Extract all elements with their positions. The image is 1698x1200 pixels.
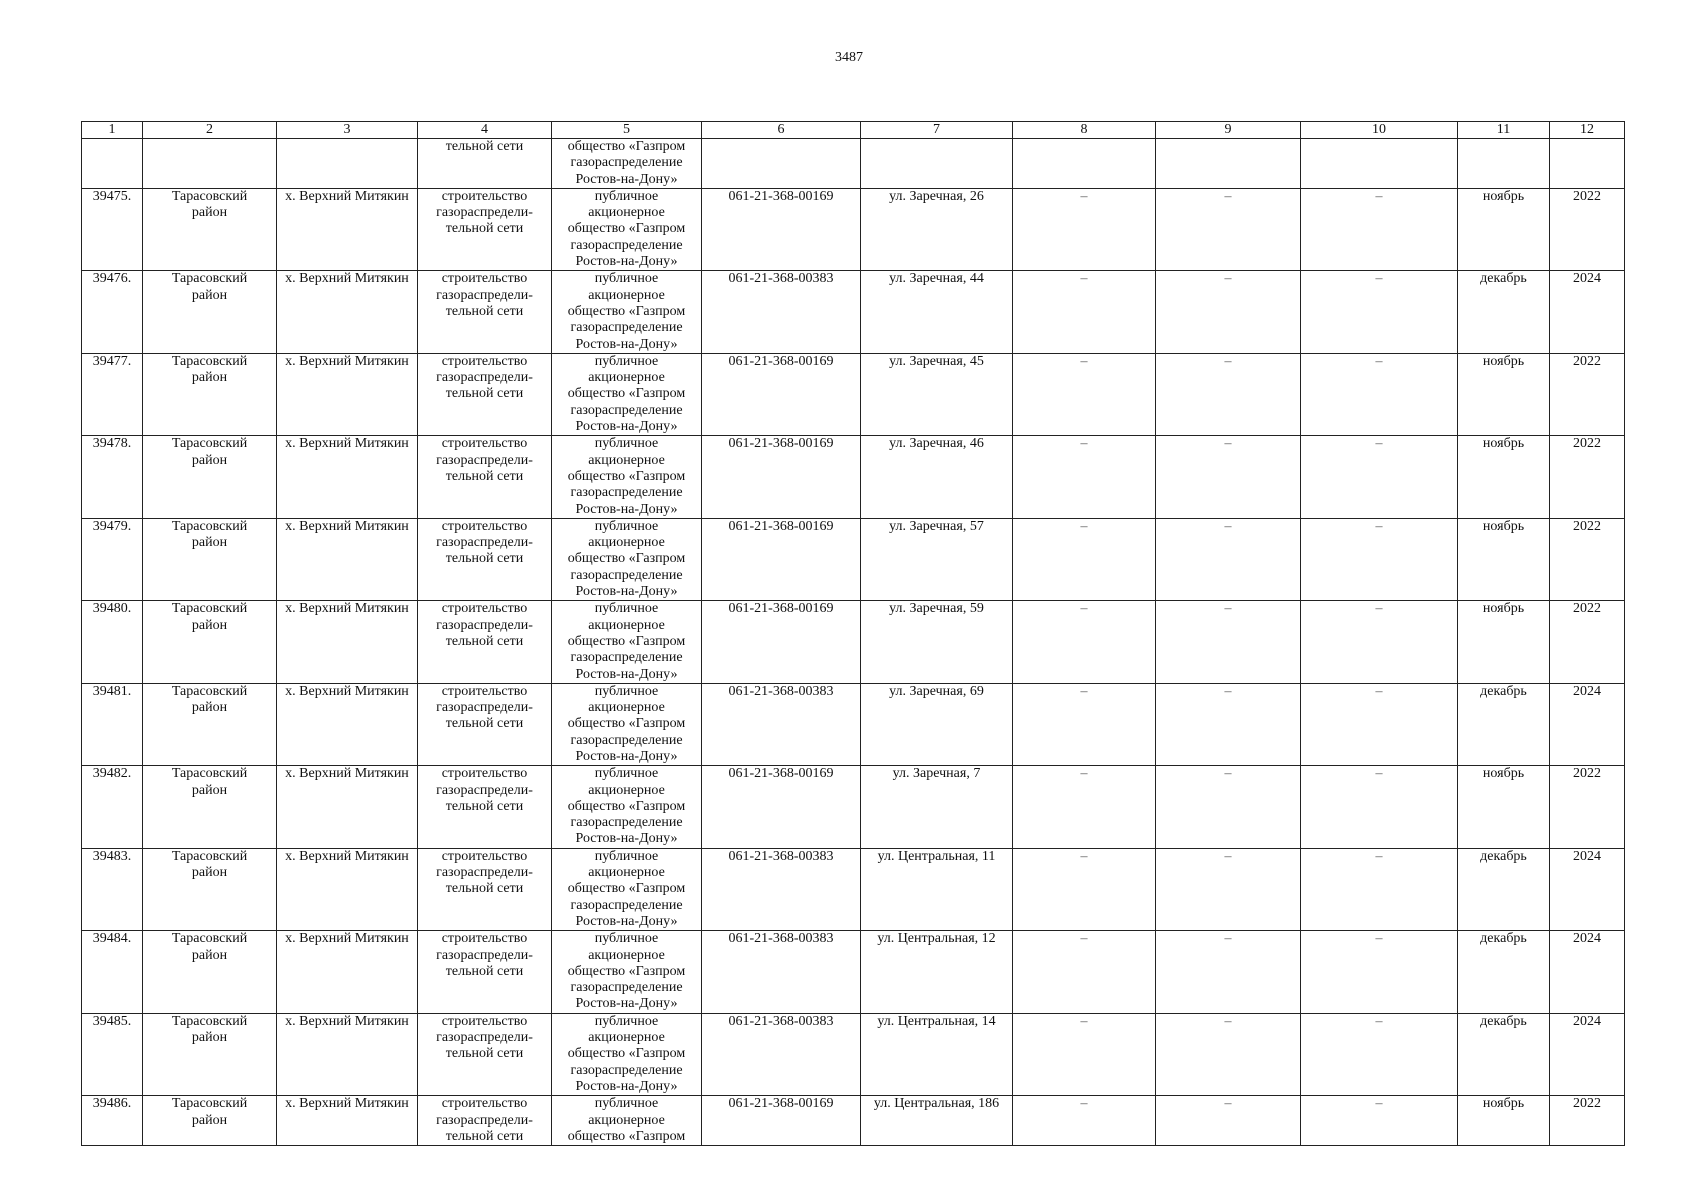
- row-number: 39486.: [82, 1096, 143, 1146]
- organization-cell: публичное акционерное общество «Газпром: [552, 1096, 702, 1146]
- address-cell: ул. Заречная, 44: [861, 271, 1013, 353]
- dash-cell: –: [1301, 188, 1458, 270]
- organization-cell: публичное акционерное общество «Газпром газораспределение Ростов-на-Дону»: [552, 518, 702, 600]
- settlement-cell: х. Верхний Митякин: [277, 518, 418, 600]
- address-cell: ул. Заречная, 59: [861, 601, 1013, 683]
- project-code-cell: 061-21-368-00383: [702, 931, 861, 1013]
- settlement-cell: х. Верхний Митякин: [277, 1096, 418, 1146]
- project-code-cell: 061-21-368-00383: [702, 271, 861, 353]
- month-cell: декабрь: [1458, 848, 1550, 930]
- month-cell: ноябрь: [1458, 436, 1550, 518]
- dash-cell: –: [1013, 353, 1156, 435]
- district-cell: Тарасовский район: [143, 188, 277, 270]
- dash-cell: –: [1301, 601, 1458, 683]
- year-cell: 2022: [1550, 188, 1625, 270]
- work-type-cell: строительство газораспредели- тельной сети: [418, 518, 552, 600]
- table-row: [82, 436, 1625, 518]
- organization-cell: публичное акционерное общество «Газпром газораспределение Ростов-на-Дону»: [552, 931, 702, 1013]
- row-number: 39482.: [82, 766, 143, 848]
- register-table: [81, 121, 1625, 1146]
- dash-cell: –: [1156, 188, 1301, 270]
- project-code-cell: 061-21-368-00169: [702, 601, 861, 683]
- column-number: 10: [1301, 122, 1458, 139]
- column-number: 3: [277, 122, 418, 139]
- year-cell: 2024: [1550, 271, 1625, 353]
- work-type-cell: строительство газораспредели- тельной сети: [418, 271, 552, 353]
- address-cell: ул. Центральная, 11: [861, 848, 1013, 930]
- dash-cell: –: [1156, 931, 1301, 1013]
- dash-cell: –: [1156, 271, 1301, 353]
- column-number: 11: [1458, 122, 1550, 139]
- district-cell: Тарасовский район: [143, 683, 277, 765]
- dash-cell: –: [1301, 766, 1458, 848]
- table-row: [82, 848, 1625, 930]
- dash-cell: –: [1013, 931, 1156, 1013]
- dash-cell: –: [1301, 683, 1458, 765]
- address-cell: ул. Заречная, 45: [861, 353, 1013, 435]
- table-row: [82, 1096, 1625, 1146]
- dash-cell: –: [1301, 848, 1458, 930]
- project-code-cell: 061-21-368-00169: [702, 436, 861, 518]
- month-cell: ноябрь: [1458, 518, 1550, 600]
- address-cell: ул. Центральная, 186: [861, 1096, 1013, 1146]
- month-cell: ноябрь: [1458, 1096, 1550, 1146]
- column-number: 1: [82, 122, 143, 139]
- table-row: [82, 601, 1625, 683]
- work-type-cell: строительство газораспредели- тельной сети: [418, 766, 552, 848]
- project-code-cell: 061-21-368-00169: [702, 1096, 861, 1146]
- dash-cell: –: [1013, 436, 1156, 518]
- district-cell: Тарасовский район: [143, 436, 277, 518]
- organization-cell: общество «Газпром газораспределение Ростов-на-Дону»: [552, 139, 702, 189]
- address-cell: ул. Заречная, 69: [861, 683, 1013, 765]
- column-number: 7: [861, 122, 1013, 139]
- settlement-cell: х. Верхний Митякин: [277, 931, 418, 1013]
- project-code-cell: 061-21-368-00383: [702, 1013, 861, 1095]
- month-cell: декабрь: [1458, 683, 1550, 765]
- dash-cell: –: [1156, 683, 1301, 765]
- work-type-cell: тельной сети: [418, 139, 552, 189]
- organization-cell: публичное акционерное общество «Газпром газораспределение Ростов-на-Дону»: [552, 353, 702, 435]
- column-number-row: [82, 122, 1625, 139]
- dash-cell: –: [1301, 518, 1458, 600]
- work-type-cell: строительство газораспредели- тельной сети: [418, 848, 552, 930]
- work-type-cell: строительство газораспредели- тельной сети: [418, 683, 552, 765]
- settlement-cell: х. Верхний Митякин: [277, 353, 418, 435]
- column-number: 9: [1156, 122, 1301, 139]
- column-number: 2: [143, 122, 277, 139]
- month-cell: ноябрь: [1458, 353, 1550, 435]
- address-cell: ул. Центральная, 12: [861, 931, 1013, 1013]
- settlement-cell: х. Верхний Митякин: [277, 683, 418, 765]
- dash-cell: –: [1156, 518, 1301, 600]
- column-number: 8: [1013, 122, 1156, 139]
- table-row: [82, 353, 1625, 435]
- dash-cell: –: [1013, 1013, 1156, 1095]
- organization-cell: публичное акционерное общество «Газпром газораспределение Ростов-на-Дону»: [552, 683, 702, 765]
- district-cell: Тарасовский район: [143, 1096, 277, 1146]
- dash-cell: –: [1156, 601, 1301, 683]
- address-cell: ул. Заречная, 46: [861, 436, 1013, 518]
- dash-cell: –: [1301, 353, 1458, 435]
- year-cell: 2022: [1550, 766, 1625, 848]
- year-cell: 2024: [1550, 848, 1625, 930]
- dash-cell: –: [1013, 518, 1156, 600]
- organization-cell: публичное акционерное общество «Газпром газораспределение Ростов-на-Дону»: [552, 188, 702, 270]
- dash-cell: –: [1013, 271, 1156, 353]
- month-cell: ноябрь: [1458, 766, 1550, 848]
- column-number: 12: [1550, 122, 1625, 139]
- row-number: 39476.: [82, 271, 143, 353]
- dash-cell: –: [1301, 271, 1458, 353]
- project-code-cell: 061-21-368-00169: [702, 766, 861, 848]
- settlement-cell: х. Верхний Митякин: [277, 1013, 418, 1095]
- year-cell: 2022: [1550, 601, 1625, 683]
- year-cell: 2022: [1550, 353, 1625, 435]
- year-cell: 2024: [1550, 1013, 1625, 1095]
- settlement-cell: х. Верхний Митякин: [277, 766, 418, 848]
- district-cell: Тарасовский район: [143, 271, 277, 353]
- continuation-row: [82, 139, 1625, 189]
- row-number: 39484.: [82, 931, 143, 1013]
- month-cell: декабрь: [1458, 271, 1550, 353]
- row-number: 39485.: [82, 1013, 143, 1095]
- dash-cell: –: [1013, 848, 1156, 930]
- dash-cell: –: [1156, 353, 1301, 435]
- row-number: 39475.: [82, 188, 143, 270]
- dash-cell: –: [1013, 1096, 1156, 1146]
- work-type-cell: строительство газораспредели- тельной сети: [418, 353, 552, 435]
- address-cell: ул. Заречная, 26: [861, 188, 1013, 270]
- dash-cell: –: [1301, 931, 1458, 1013]
- dash-cell: –: [1013, 188, 1156, 270]
- project-code-cell: 061-21-368-00169: [702, 188, 861, 270]
- dash-cell: –: [1156, 848, 1301, 930]
- dash-cell: –: [1013, 601, 1156, 683]
- year-cell: 2022: [1550, 518, 1625, 600]
- address-cell: ул. Заречная, 57: [861, 518, 1013, 600]
- table-row: [82, 931, 1625, 1013]
- month-cell: декабрь: [1458, 931, 1550, 1013]
- work-type-cell: строительство газораспредели- тельной сети: [418, 931, 552, 1013]
- row-number: 39483.: [82, 848, 143, 930]
- district-cell: Тарасовский район: [143, 353, 277, 435]
- district-cell: Тарасовский район: [143, 766, 277, 848]
- table-row: [82, 188, 1625, 270]
- district-cell: Тарасовский район: [143, 518, 277, 600]
- settlement-cell: х. Верхний Митякин: [277, 601, 418, 683]
- row-number: 39479.: [82, 518, 143, 600]
- address-cell: ул. Центральная, 14: [861, 1013, 1013, 1095]
- organization-cell: публичное акционерное общество «Газпром газораспределение Ростов-на-Дону»: [552, 848, 702, 930]
- organization-cell: публичное акционерное общество «Газпром газораспределение Ростов-на-Дону»: [552, 436, 702, 518]
- dash-cell: –: [1156, 1013, 1301, 1095]
- district-cell: Тарасовский район: [143, 931, 277, 1013]
- row-number: 39478.: [82, 436, 143, 518]
- project-code-cell: 061-21-368-00169: [702, 518, 861, 600]
- row-number: 39481.: [82, 683, 143, 765]
- table-row: [82, 766, 1625, 848]
- organization-cell: публичное акционерное общество «Газпром газораспределение Ростов-на-Дону»: [552, 601, 702, 683]
- organization-cell: публичное акционерное общество «Газпром газораспределение Ростов-на-Дону»: [552, 766, 702, 848]
- project-code-cell: 061-21-368-00169: [702, 353, 861, 435]
- work-type-cell: строительство газораспредели- тельной сети: [418, 188, 552, 270]
- year-cell: 2024: [1550, 931, 1625, 1013]
- project-code-cell: 061-21-368-00383: [702, 848, 861, 930]
- row-number: 39477.: [82, 353, 143, 435]
- dash-cell: –: [1156, 766, 1301, 848]
- settlement-cell: х. Верхний Митякин: [277, 271, 418, 353]
- organization-cell: публичное акционерное общество «Газпром газораспределение Ростов-на-Дону»: [552, 1013, 702, 1095]
- address-cell: ул. Заречная, 7: [861, 766, 1013, 848]
- dash-cell: –: [1301, 436, 1458, 518]
- year-cell: 2024: [1550, 683, 1625, 765]
- project-code-cell: 061-21-368-00383: [702, 683, 861, 765]
- row-number: 39480.: [82, 601, 143, 683]
- settlement-cell: х. Верхний Митякин: [277, 848, 418, 930]
- work-type-cell: строительство газораспредели- тельной сети: [418, 1013, 552, 1095]
- month-cell: ноябрь: [1458, 601, 1550, 683]
- dash-cell: –: [1301, 1096, 1458, 1146]
- year-cell: 2022: [1550, 436, 1625, 518]
- month-cell: декабрь: [1458, 1013, 1550, 1095]
- month-cell: ноябрь: [1458, 188, 1550, 270]
- dash-cell: –: [1301, 1013, 1458, 1095]
- district-cell: Тарасовский район: [143, 1013, 277, 1095]
- year-cell: 2022: [1550, 1096, 1625, 1146]
- organization-cell: публичное акционерное общество «Газпром газораспределение Ростов-на-Дону»: [552, 271, 702, 353]
- district-cell: Тарасовский район: [143, 601, 277, 683]
- table-row: [82, 518, 1625, 600]
- page-number: 3487: [835, 50, 863, 65]
- dash-cell: –: [1156, 436, 1301, 518]
- column-number: 6: [702, 122, 861, 139]
- dash-cell: –: [1013, 766, 1156, 848]
- work-type-cell: строительство газораспредели- тельной сети: [418, 436, 552, 518]
- district-cell: Тарасовский район: [143, 848, 277, 930]
- table-row: [82, 271, 1625, 353]
- table-row: [82, 683, 1625, 765]
- dash-cell: –: [1013, 683, 1156, 765]
- column-number: 5: [552, 122, 702, 139]
- column-number: 4: [418, 122, 552, 139]
- settlement-cell: х. Верхний Митякин: [277, 188, 418, 270]
- work-type-cell: строительство газораспредели- тельной сети: [418, 1096, 552, 1146]
- settlement-cell: х. Верхний Митякин: [277, 436, 418, 518]
- work-type-cell: строительство газораспредели- тельной сети: [418, 601, 552, 683]
- table-row: [82, 1013, 1625, 1095]
- dash-cell: –: [1156, 1096, 1301, 1146]
